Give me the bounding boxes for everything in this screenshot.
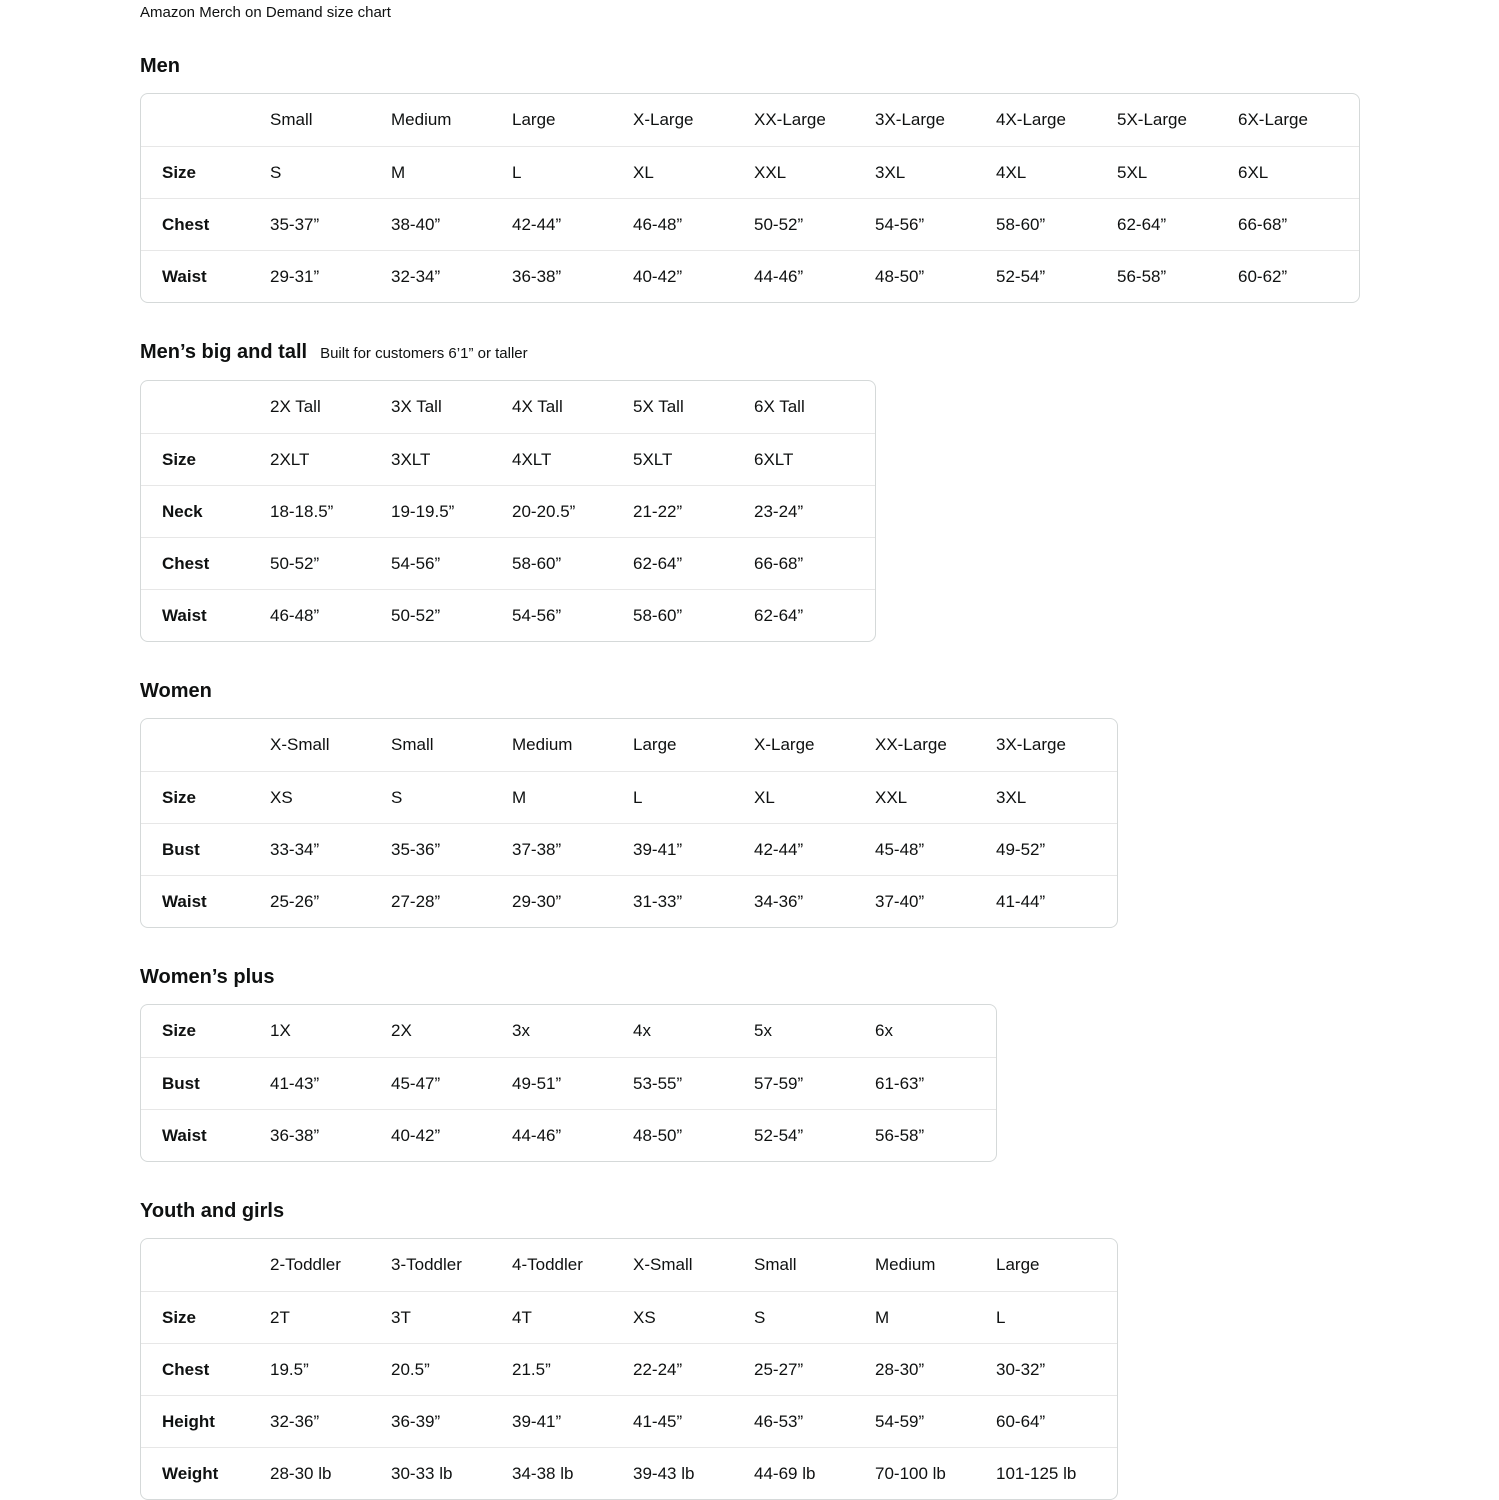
row-label: Chest: [141, 537, 270, 589]
womens-plus-size-table-container: [140, 1004, 1499, 1162]
table-cell: 5XLT: [633, 433, 754, 485]
table-row: [141, 771, 1117, 823]
table-cell: 40-42”: [633, 250, 754, 302]
column-header: Medium: [875, 1255, 936, 1274]
row-label: Size: [141, 771, 270, 823]
table-cell: 61-63”: [875, 1057, 996, 1109]
column-header-row: [141, 381, 875, 433]
table-row: [141, 537, 875, 589]
column-header: X-Large: [754, 735, 815, 754]
table-cell: 49-51”: [512, 1057, 633, 1109]
column-header: X-Small: [270, 735, 330, 754]
row-label-spacer: [141, 94, 270, 146]
table-cell: 20.5”: [391, 1343, 512, 1395]
table-cell: M: [391, 146, 512, 198]
table-cell: 54-56”: [875, 198, 996, 250]
table-cell: 41-43”: [270, 1057, 391, 1109]
section-heading-text: Men: [140, 55, 180, 77]
table-cell: 23-24”: [754, 485, 875, 537]
table-cell: 3XLT: [391, 433, 512, 485]
table-cell: 39-41”: [512, 1395, 633, 1447]
table-cell: 32-34”: [391, 250, 512, 302]
column-header: Small: [391, 735, 434, 754]
table-cell: 60-62”: [1238, 250, 1359, 302]
table-cell: 52-54”: [754, 1109, 875, 1161]
row-label: Bust: [141, 1057, 270, 1109]
table-cell: 4T: [512, 1291, 633, 1343]
table-cell: 21-22”: [633, 485, 754, 537]
table-row: [141, 1109, 996, 1161]
table-cell: 53-55”: [633, 1057, 754, 1109]
table-cell: 40-42”: [391, 1109, 512, 1161]
section-heading-text: Women’s plus: [140, 966, 275, 988]
column-header-row: [141, 719, 1117, 771]
size-table: [140, 718, 1118, 928]
table-cell: XS: [633, 1291, 754, 1343]
table-cell: 38-40”: [391, 198, 512, 250]
table-cell: 56-58”: [875, 1109, 996, 1161]
table-cell: XL: [754, 771, 875, 823]
column-header: 2-Toddler: [270, 1255, 341, 1274]
section-youth-and-girls: [140, 1198, 1499, 1500]
column-header-row: [141, 1239, 1117, 1291]
column-header: 6X Tall: [754, 397, 805, 416]
column-header: 6X-Large: [1238, 110, 1308, 129]
table-cell: M: [875, 1291, 996, 1343]
column-header: X-Small: [633, 1255, 693, 1274]
table-cell: 45-48”: [875, 823, 996, 875]
column-header: Small: [754, 1255, 797, 1274]
column-header: 3-Toddler: [391, 1255, 462, 1274]
table-cell: 42-44”: [512, 198, 633, 250]
table-cell: 39-43 lb: [633, 1447, 754, 1499]
table-cell: 2XLT: [270, 433, 391, 485]
column-header: XX-Large: [754, 110, 826, 129]
table-cell: 50-52”: [754, 198, 875, 250]
section-women: [140, 678, 1499, 928]
table-cell: 32-36”: [270, 1395, 391, 1447]
section-womens-plus: [140, 964, 1499, 1162]
table-cell: L: [996, 1291, 1117, 1343]
table-cell: 35-36”: [391, 823, 512, 875]
table-cell: 44-69 lb: [754, 1447, 875, 1499]
table-cell: 49-52”: [996, 823, 1117, 875]
row-label: Waist: [141, 250, 270, 302]
row-label: Size: [141, 146, 270, 198]
table-cell: 36-38”: [512, 250, 633, 302]
size-table: [140, 93, 1360, 303]
table-cell: 58-60”: [996, 198, 1117, 250]
section-subheading: Built for customers 6’1” or taller: [320, 345, 528, 362]
table-row: [141, 1057, 996, 1109]
table-cell: S: [391, 771, 512, 823]
table-cell: 36-39”: [391, 1395, 512, 1447]
column-header: Large: [633, 735, 677, 754]
row-label: Waist: [141, 589, 270, 641]
column-header: 2X Tall: [270, 397, 321, 416]
section-men: [140, 53, 1499, 303]
row-label-spacer: [141, 381, 270, 433]
table-cell: 57-59”: [754, 1057, 875, 1109]
column-header: 4-Toddler: [512, 1255, 583, 1274]
table-row: [141, 485, 875, 537]
table-row: [141, 198, 1359, 250]
row-label: Chest: [141, 1343, 270, 1395]
table-cell: 44-46”: [512, 1109, 633, 1161]
row-label: Size: [162, 1021, 197, 1040]
table-cell: 30-32”: [996, 1343, 1117, 1395]
table-cell: 46-53”: [754, 1395, 875, 1447]
table-cell: 58-60”: [512, 537, 633, 589]
table-cell: 30-33 lb: [391, 1447, 512, 1499]
table-cell: 4XLT: [512, 433, 633, 485]
table-cell: 28-30 lb: [270, 1447, 391, 1499]
table-cell: 58-60”: [633, 589, 754, 641]
table-cell: 29-30”: [512, 875, 633, 927]
table-row: [141, 433, 875, 485]
table-cell: 39-41”: [633, 823, 754, 875]
column-header: X-Large: [633, 110, 694, 129]
page-title: Amazon Merch on Demand size chart: [140, 4, 391, 21]
row-label: Weight: [141, 1447, 270, 1499]
table-cell: 22-24”: [633, 1343, 754, 1395]
table-cell: 5x: [754, 1021, 772, 1040]
column-header: 3X-Large: [875, 110, 945, 129]
table-cell: 28-30”: [875, 1343, 996, 1395]
table-cell: 6XL: [1238, 146, 1359, 198]
table-cell: 20-20.5”: [512, 485, 633, 537]
table-cell: 44-46”: [754, 250, 875, 302]
table-cell: 3T: [391, 1291, 512, 1343]
table-cell: 3XL: [875, 146, 996, 198]
table-cell: 101-125 lb: [996, 1447, 1117, 1499]
table-cell: 62-64”: [1117, 198, 1238, 250]
section-heading-mens-big-and-tall: [140, 339, 1499, 367]
table-cell: 52-54”: [996, 250, 1117, 302]
table-cell: 3XL: [996, 771, 1117, 823]
column-header: Medium: [512, 735, 573, 754]
column-header: 4X-Large: [996, 110, 1066, 129]
table-row: [141, 1447, 1117, 1499]
table-cell: 48-50”: [633, 1109, 754, 1161]
table-cell: S: [754, 1291, 875, 1343]
table-row: [141, 1343, 1117, 1395]
table-row: [141, 1005, 996, 1057]
table-cell: 35-37”: [270, 198, 391, 250]
table-row: [141, 146, 1359, 198]
row-label-spacer: [141, 1239, 270, 1291]
table-cell: 33-34”: [270, 823, 391, 875]
column-header: 4X Tall: [512, 397, 563, 416]
table-cell: L: [512, 146, 633, 198]
table-cell: 6XLT: [754, 433, 875, 485]
table-cell: 41-44”: [996, 875, 1117, 927]
column-header: 3X-Large: [996, 735, 1066, 754]
table-cell: XS: [270, 771, 391, 823]
table-cell: 4XL: [996, 146, 1117, 198]
table-cell: 37-38”: [512, 823, 633, 875]
section-heading-youth-and-girls: [140, 1198, 1499, 1225]
row-label: Neck: [141, 485, 270, 537]
table-cell: 41-45”: [633, 1395, 754, 1447]
table-row: [141, 823, 1117, 875]
table-cell: L: [633, 771, 754, 823]
column-header: XX-Large: [875, 735, 947, 754]
table-cell: XXL: [754, 146, 875, 198]
column-header: Medium: [391, 110, 452, 129]
table-cell: XL: [633, 146, 754, 198]
row-label: Size: [141, 433, 270, 485]
section-heading-womens-plus: [140, 964, 1499, 991]
men-size-table-container: [140, 93, 1499, 303]
table-cell: 1X: [270, 1021, 291, 1040]
table-cell: 25-26”: [270, 875, 391, 927]
row-label: Waist: [141, 875, 270, 927]
table-cell: 6x: [875, 1021, 893, 1040]
table-cell: 34-38 lb: [512, 1447, 633, 1499]
table-cell: 46-48”: [270, 589, 391, 641]
column-header: 5X Tall: [633, 397, 684, 416]
table-cell: 66-68”: [1238, 198, 1359, 250]
table-cell: 48-50”: [875, 250, 996, 302]
size-table: [140, 380, 876, 642]
table-cell: 5XL: [1117, 146, 1238, 198]
table-cell: 62-64”: [754, 589, 875, 641]
table-cell: 54-56”: [512, 589, 633, 641]
column-header: Large: [512, 110, 556, 129]
table-cell: 42-44”: [754, 823, 875, 875]
youth-and-girls-size-table-container: [140, 1238, 1499, 1500]
table-cell: 19.5”: [270, 1343, 391, 1395]
row-label: Size: [141, 1291, 270, 1343]
section-heading-text: Youth and girls: [140, 1200, 285, 1222]
row-label: Chest: [141, 198, 270, 250]
table-cell: S: [270, 146, 391, 198]
table-row: [141, 1291, 1117, 1343]
table-cell: 70-100 lb: [875, 1447, 996, 1499]
column-header: 3X Tall: [391, 397, 442, 416]
table-cell: 27-28”: [391, 875, 512, 927]
section-heading-men: [140, 53, 1499, 80]
size-table: [140, 1238, 1118, 1500]
table-cell: 19-19.5”: [391, 485, 512, 537]
size-table: [140, 1004, 997, 1162]
column-header: Small: [270, 110, 313, 129]
table-cell: 66-68”: [754, 537, 875, 589]
table-cell: 62-64”: [633, 537, 754, 589]
row-label: Bust: [141, 823, 270, 875]
table-cell: 21.5”: [512, 1343, 633, 1395]
table-cell: 54-56”: [391, 537, 512, 589]
section-mens-big-and-tall: [140, 339, 1499, 642]
table-cell: 36-38”: [270, 1109, 391, 1161]
column-header: Large: [996, 1255, 1040, 1274]
column-header-row: [141, 94, 1359, 146]
table-cell: XXL: [875, 771, 996, 823]
table-cell: 50-52”: [391, 589, 512, 641]
table-cell: 46-48”: [633, 198, 754, 250]
table-cell: 50-52”: [270, 537, 391, 589]
mens-big-and-tall-size-table-container: [140, 380, 1499, 642]
table-cell: 2T: [270, 1291, 391, 1343]
row-label: Waist: [141, 1109, 270, 1161]
women-size-table-container: [140, 718, 1499, 928]
row-label-spacer: [141, 719, 270, 771]
table-cell: 54-59”: [875, 1395, 996, 1447]
table-cell: 56-58”: [1117, 250, 1238, 302]
table-cell: 2X: [391, 1021, 412, 1040]
section-heading-text: Men’s big and tall: [140, 341, 308, 363]
section-heading-women: [140, 678, 1499, 705]
table-cell: 18-18.5”: [270, 485, 391, 537]
table-cell: 45-47”: [391, 1057, 512, 1109]
section-heading-text: Women: [140, 680, 212, 702]
table-cell: 31-33”: [633, 875, 754, 927]
table-row: [141, 589, 875, 641]
row-label: Height: [141, 1395, 270, 1447]
table-cell: 34-36”: [754, 875, 875, 927]
table-row: [141, 1395, 1117, 1447]
table-cell: 60-64”: [996, 1395, 1117, 1447]
table-cell: 3x: [512, 1021, 530, 1040]
table-cell: 25-27”: [754, 1343, 875, 1395]
table-cell: 37-40”: [875, 875, 996, 927]
table-cell: 4x: [633, 1021, 651, 1040]
column-header: 5X-Large: [1117, 110, 1187, 129]
table-row: [141, 250, 1359, 302]
table-cell: M: [512, 771, 633, 823]
table-cell: 29-31”: [270, 250, 391, 302]
table-row: [141, 875, 1117, 927]
